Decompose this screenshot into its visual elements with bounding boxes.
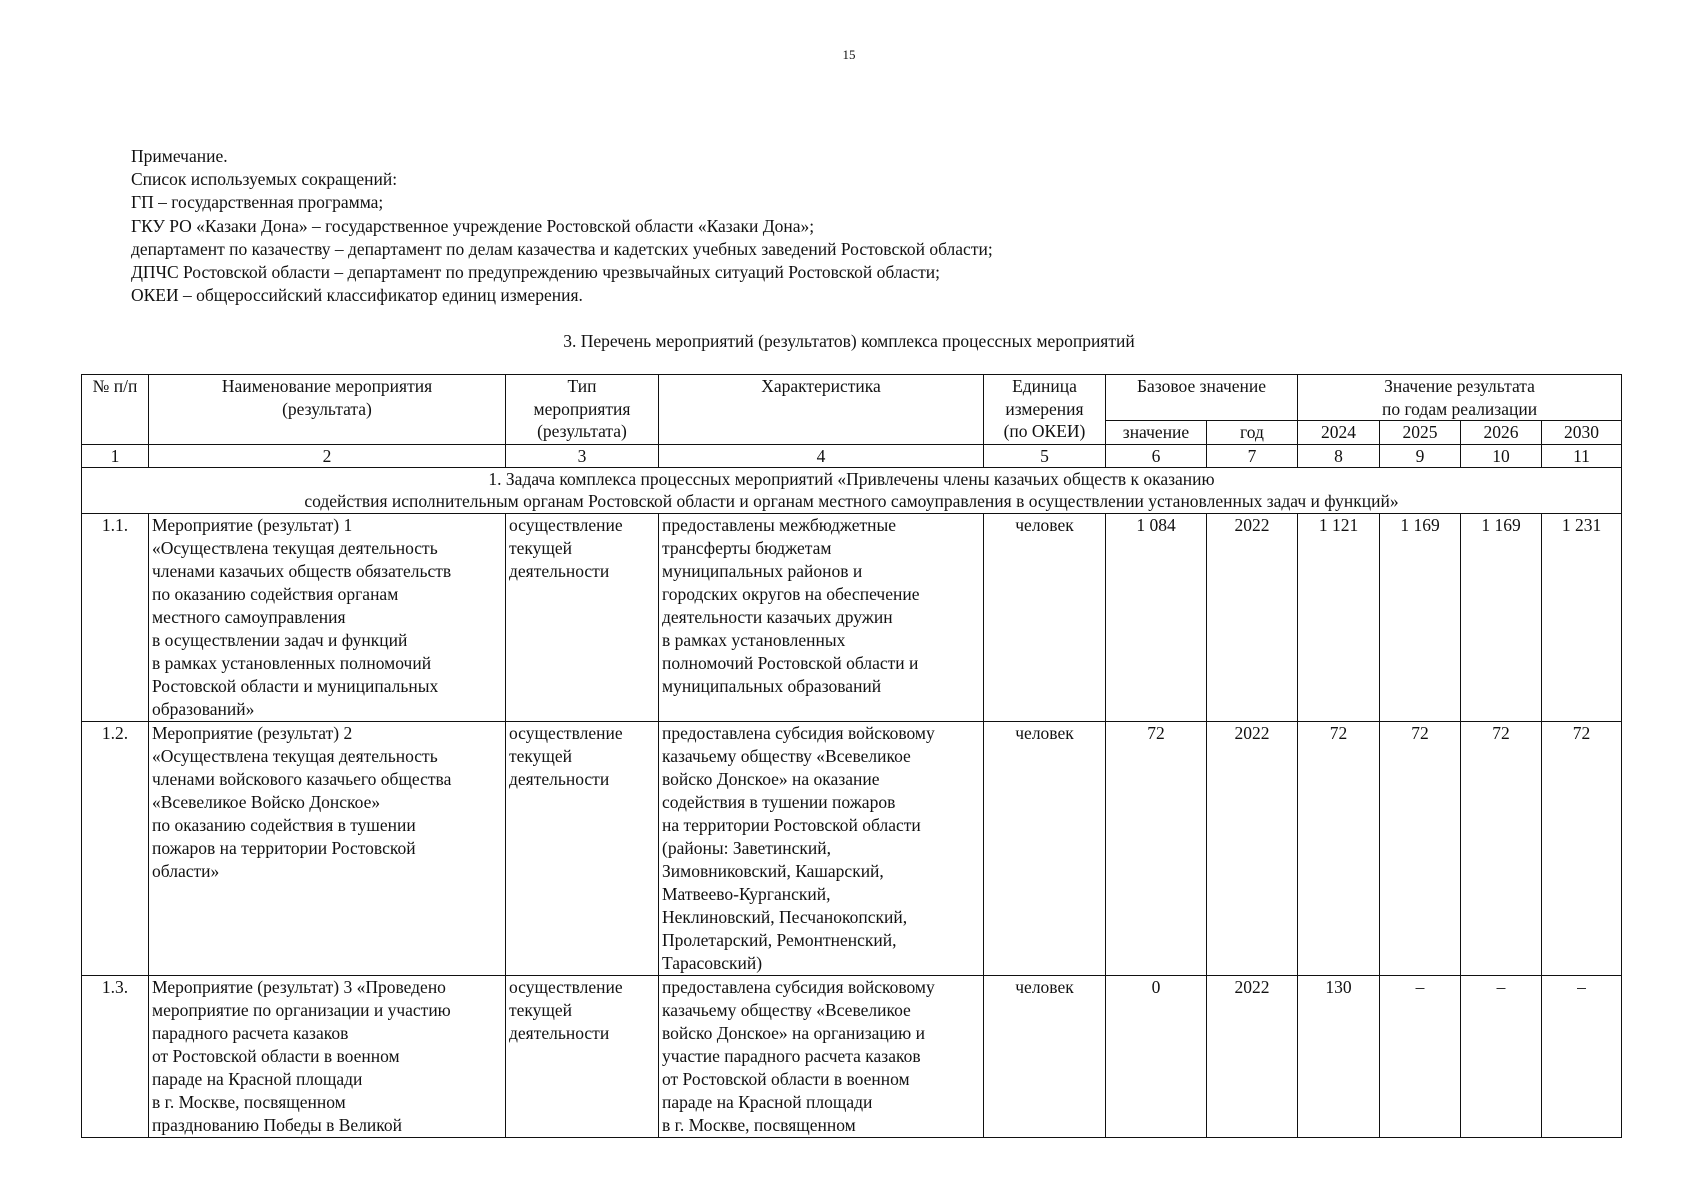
row-characteristic: предоставлена субсидия войсковому казачьему обществу «Всевеликое войско Донское» на организацию и участие парадного расчета казаков от Ростовской области в военном параде на Красной площади в г. Москве, посвященном — [659, 975, 984, 1137]
note-line: департамент по казачеству – департамент по делам казачества и кадетских учебных заведений Ростовской области; — [131, 238, 993, 259]
column-number: 11 — [1542, 444, 1622, 467]
header-base-year: год — [1207, 421, 1298, 445]
row-value-2025: 72 — [1380, 721, 1461, 975]
row-base-year: 2022 — [1207, 975, 1298, 1137]
header-year-2025: 2025 — [1380, 421, 1461, 445]
row-base-value: 1 084 — [1106, 513, 1207, 721]
row-characteristic: предоставлены межбюджетные трансферты бюджетам муниципальных районов и городских округов на обеспечение деятельности казачьих дружин в рамках установленных полномочий Ростовской области и муниципальных образований — [659, 513, 984, 721]
header-result: Значение результата по годам реализации — [1298, 375, 1622, 421]
task-row — [82, 467, 1622, 513]
page-number: 15 — [842, 47, 856, 62]
row-value-2026: 72 — [1461, 721, 1542, 975]
task-heading: 1. Задача комплекса процессных мероприятий «Привлечены члены казачьих обществ к оказанию содействия исполнительным органам Ростовской области и органам местного самоуправления в осуществлении установленных задач и функций» — [82, 467, 1622, 513]
column-number: 10 — [1461, 444, 1542, 467]
row-value-2024: 130 — [1298, 975, 1380, 1137]
column-number: 4 — [659, 444, 984, 467]
row-value-2024: 72 — [1298, 721, 1380, 975]
row-name: Мероприятие (результат) 2 «Осуществлена текущая деятельность членами войскового казачьего общества «Всевеликое Войско Донское» по оказанию содействия в тушении пожаров на территории Ростовской области» — [149, 721, 506, 975]
row-unit: человек — [984, 513, 1106, 721]
note-line: Список используемых сокращений: — [131, 169, 398, 190]
row-num: 1.3. — [82, 975, 149, 1137]
row-name: Мероприятие (результат) 3 «Проведено мероприятие по организации и участию парадного расчета казаков от Ростовской области в военном параде на Красной площади в г. Москве, посвященном празднованию Победы в Великой — [149, 975, 506, 1137]
column-number: 3 — [506, 444, 659, 467]
header-base-value: значение — [1106, 421, 1207, 445]
header-type: Тип мероприятия (результата) — [506, 375, 659, 445]
row-base-value: 72 — [1106, 721, 1207, 975]
row-name: Мероприятие (результат) 1 «Осуществлена текущая деятельность членами казачьих обществ обязательств по оказанию содействия органам местного самоуправления в осуществлении задач и функций в рамках установленных полномочий Ростовской области и муниципальных образований» — [149, 513, 506, 721]
header-characteristic: Характеристика — [659, 375, 984, 445]
header-num: № п/п — [82, 375, 149, 445]
header-year-2024: 2024 — [1298, 421, 1380, 445]
row-value-2025: – — [1380, 975, 1461, 1137]
row-unit: человек — [984, 721, 1106, 975]
table-row — [82, 721, 1622, 975]
table-row — [82, 513, 1622, 721]
header-year-2026: 2026 — [1461, 421, 1542, 445]
header-year-2030: 2030 — [1542, 421, 1622, 445]
activities-table — [81, 374, 1622, 1138]
column-number: 6 — [1106, 444, 1207, 467]
header-name: Наименование мероприятия (результата) — [149, 375, 506, 445]
column-number: 7 — [1207, 444, 1298, 467]
note-line: Примечание. — [131, 146, 228, 166]
row-characteristic: предоставлена субсидия войсковому казачьему обществу «Всевеликое войско Донское» на оказание содействия в тушении пожаров на территории Ростовской области (районы: Заветинский, Зимовниковский, Кашарский, Матвеево-Курганский, Неклиновский, Песчанокопский, Пролетарский, Ремонтненский, Тарасовский) — [659, 721, 984, 975]
section-title: 3. Перечень мероприятий (результатов) комплекса процессных мероприятий — [563, 331, 1135, 351]
note-line: ГКУ РО «Казаки Дона» – государственное учреждение Ростовской области «Казаки Дона»; — [131, 215, 815, 236]
row-value-2030: 1 231 — [1542, 513, 1622, 721]
note-line: ДПЧС Ростовской области – департамент по предупреждению чрезвычайных ситуаций Ростовской области; — [131, 262, 941, 283]
row-num: 1.2. — [82, 721, 149, 975]
row-value-2026: – — [1461, 975, 1542, 1137]
row-type: осуществление текущей деятельности — [506, 721, 659, 975]
column-number: 2 — [149, 444, 506, 467]
column-number: 8 — [1298, 444, 1380, 467]
notes-block — [131, 145, 993, 307]
header-unit: Единица измерения (по ОКЕИ) — [984, 375, 1106, 445]
table-row — [82, 975, 1622, 1137]
row-num: 1.1. — [82, 513, 149, 721]
column-number-row — [82, 444, 1622, 467]
header-base: Базовое значение — [1106, 375, 1298, 421]
note-line: ОКЕИ – общероссийский классификатор единиц измерения. — [131, 285, 583, 306]
column-number: 1 — [82, 444, 149, 467]
row-value-2024: 1 121 — [1298, 513, 1380, 721]
row-type: осуществление текущей деятельности — [506, 975, 659, 1137]
row-value-2025: 1 169 — [1380, 513, 1461, 721]
note-line: ГП – государственная программа; — [131, 192, 384, 213]
row-type: осуществление текущей деятельности — [506, 513, 659, 721]
column-number: 5 — [984, 444, 1106, 467]
row-value-2030: 72 — [1542, 721, 1622, 975]
row-base-value: 0 — [1106, 975, 1207, 1137]
row-unit: человек — [984, 975, 1106, 1137]
column-number: 9 — [1380, 444, 1461, 467]
row-value-2030: – — [1542, 975, 1622, 1137]
row-base-year: 2022 — [1207, 513, 1298, 721]
row-value-2026: 1 169 — [1461, 513, 1542, 721]
row-base-year: 2022 — [1207, 721, 1298, 975]
